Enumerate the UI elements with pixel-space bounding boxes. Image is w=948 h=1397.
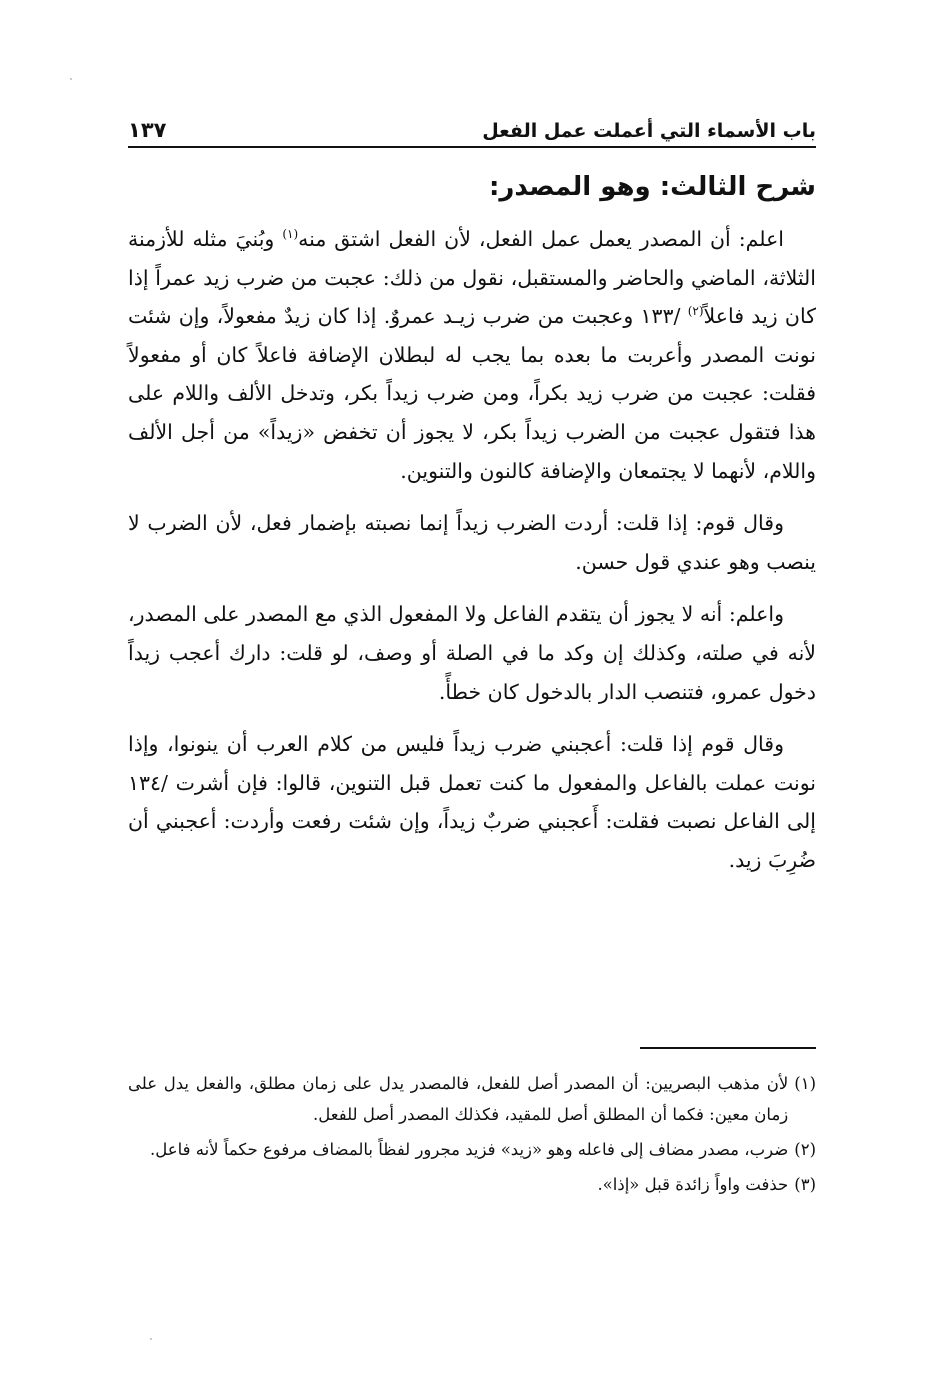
paragraph-1 — [128, 220, 816, 490]
paragraph-3: واعلم: أنه لا يجوز أن يتقدم الفاعل ولا المفعول الذي مع المصدر على المصدر، لأنه في صلته، وكذلك إن وكد ما في الصلة أو وصف، لو قلت: دارك أعجب زيداً دخول عمرو، فتنصب الدار بالدخول كان خطأً. — [128, 602, 816, 704]
footnote-2-text: ضرب، مصدر مضاف إلى فاعله وهو «زيد» فزيد مجرور لفظاً بالمضاف مرفوع حكماً لأنه فاعل. — [149, 1140, 789, 1159]
footnote-ref-1: (١) — [282, 227, 299, 242]
footnote-1-text: لأن مذهب البصريين: أن المصدر أصل للفعل، فالمصدر يدل على زمان مطلق، والفعل يدل على زمان معين: فكما أن المطلق أصل للمقيد، فكذلك المصدر أصل للفعل. — [128, 1074, 789, 1124]
footnote-separator — [640, 1047, 816, 1049]
scan-speck — [70, 78, 72, 80]
footnote-1-mark: (١) — [794, 1074, 816, 1093]
running-header — [128, 112, 816, 148]
paragraph-1-part-3: /١٣٣ وعجبت من ضرب زيـد عمروٌ. إذا كان زيدٌ مفعولاً، وإن شئت نونت المصدر وأعربت ما بعده بما يجب له لبطلان الإضافة فاعلاً كان أو مفعولاً فقلت: عجبت من ضرب زيد بكراً، ومن ضرب زيداً بكر، وتدخل الألف واللام على هذا فتقول عجبت من الضرب زيداً بكر، لا يجوز أن تخفض «زيداً» من أجل الألف واللام، لأنهما لا يجتمعان والإضافة كالنون والتنوين. — [128, 304, 816, 483]
footnote-2-mark: (٢) — [794, 1140, 816, 1159]
footnote-3-text: حذفت واواً زائدة قبل «إذا». — [597, 1175, 789, 1194]
paragraph-1-part-2: وبُنيَ مثله للأزمنة الثلاثة، الماضي والحاضر والمستقبل، نقول من ذلك: عجبت من ضرب زيد عمراً إذا كان زيد فاعلاً — [128, 227, 816, 329]
paragraph-1-part-1: اعلم: أن المصدر يعمل عمل الفعل، لأن الفعل اشتق منه — [298, 227, 784, 251]
footnote-ref-2: (٢) — [687, 304, 704, 319]
section-heading: شرح الثالث: وهو المصدر: — [489, 172, 816, 202]
page-number: ١٣٧ — [128, 118, 167, 142]
main-text — [128, 164, 816, 894]
scan-speck — [150, 1338, 152, 1340]
footnote-2 — [128, 1134, 816, 1165]
footnotes — [128, 1068, 816, 1204]
footnote-1 — [128, 1068, 816, 1130]
paragraph-4: وقال قوم إذا قلت: أعجبني ضرب زيداً فليس من كلام العرب أن ينونوا، وإذا نونت عملت بالفاعل والمفعول ما كنت تعمل قبل التنوين، قالوا: فإن أشرت /١٣٤ إلى الفاعل نصبت فقلت: أَعجبني ضربٌ زيداً، وإن شئت رفعت وأردت: أعجبني أن ضُرِبَ زيد. — [128, 732, 816, 872]
chapter-title: باب الأسماء التي أعملت عمل الفعل — [482, 120, 816, 142]
paragraph-2: وقال قوم: إذا قلت: أردت الضرب زيداً إنما نصبته بإضمار فعل، لأن الضرب لا ينصب وهو عندي قول حسن. — [128, 511, 816, 574]
footnote-3-mark: (٣) — [794, 1175, 816, 1194]
footnote-3 — [128, 1169, 816, 1200]
